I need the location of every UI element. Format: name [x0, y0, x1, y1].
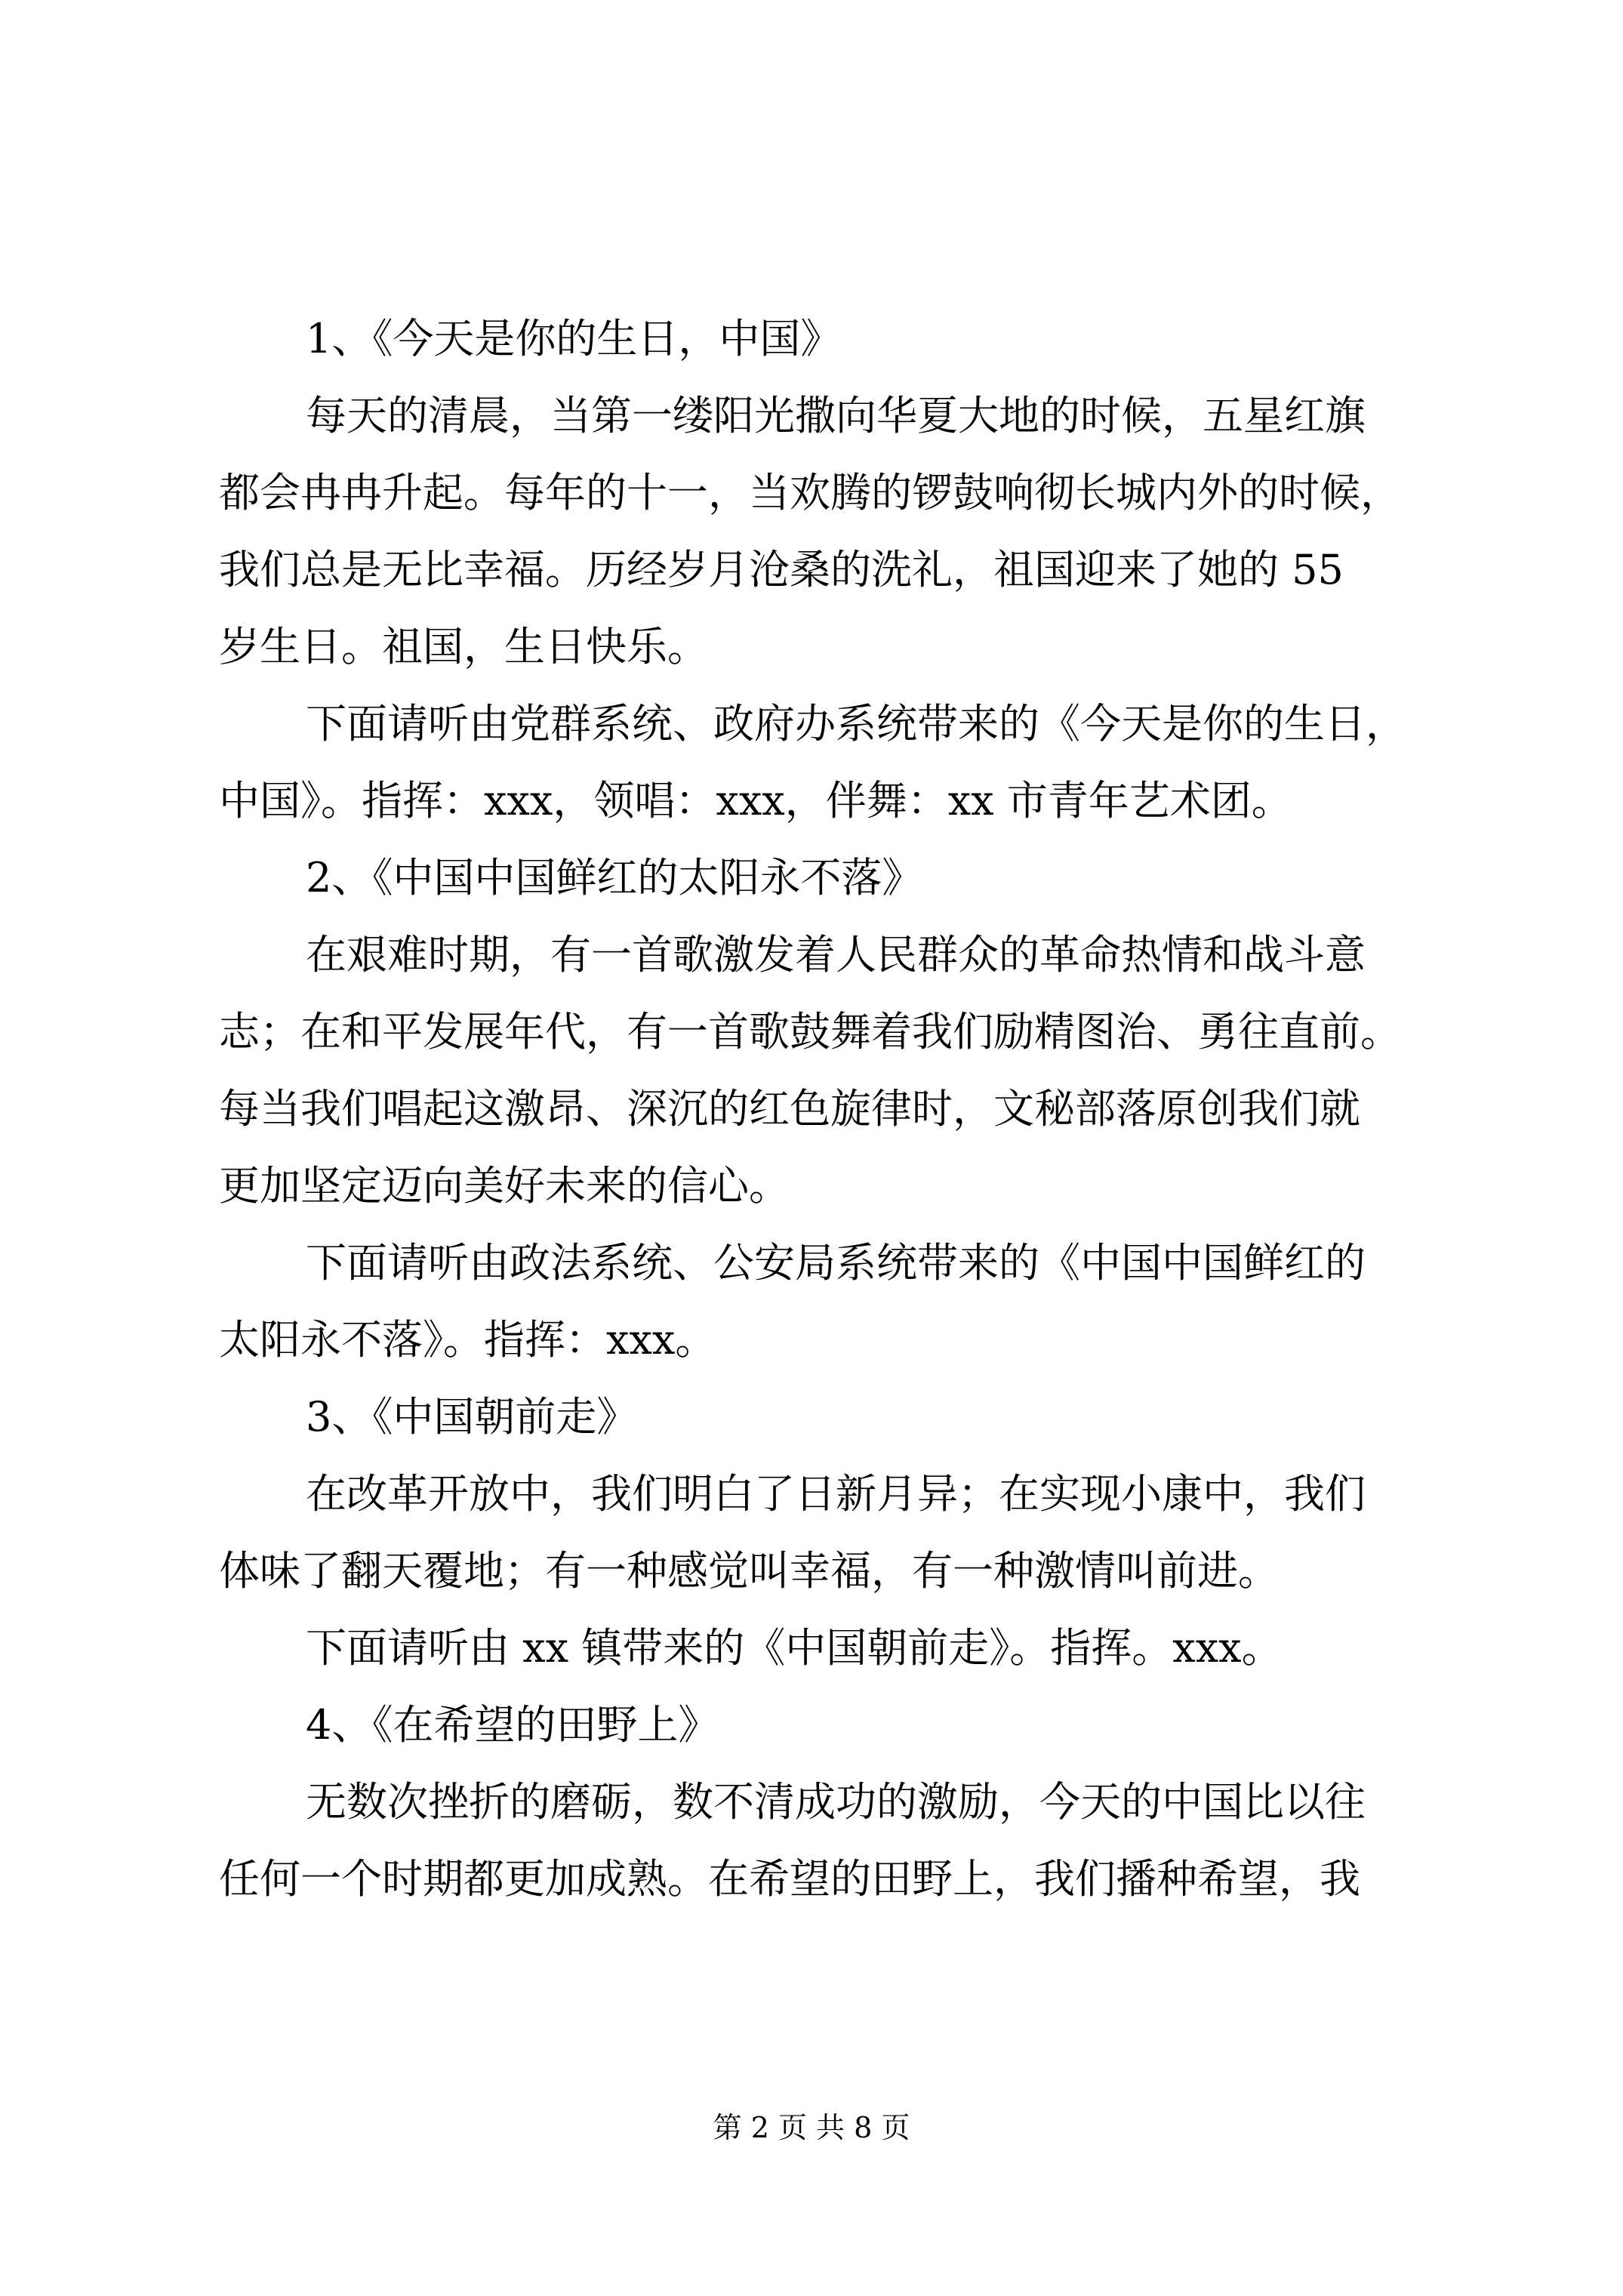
- paragraph-line: 每天的清晨，当第一缕阳光撒向华夏大地的时候，五星红旗: [306, 392, 1366, 439]
- paragraph-line: 在艰难时期，有一首歌激发着人民群众的革命热情和战斗意: [306, 931, 1366, 978]
- heading-song-1: 1、《今天是你的生日，中国》: [306, 315, 842, 362]
- heading-song-3: 3、《中国朝前走》: [306, 1393, 638, 1441]
- page-footer: 第 2 页 共 8 页: [713, 2111, 910, 2144]
- paragraph-line: 体味了翻天覆地；有一种感觉叫幸福，有一种激情叫前进。: [219, 1547, 1279, 1595]
- paragraph-line: 无数次挫折的磨砺，数不清成功的激励，今天的中国比以往: [306, 1778, 1366, 1826]
- paragraph-line: 下面请听由政法系统、公安局系统带来的《中国中国鲜红的: [306, 1239, 1366, 1287]
- paragraph-line: 任何一个时期都更加成熟。在希望的田野上，我们播种希望，我: [219, 1855, 1360, 1903]
- paragraph-line: 每当我们唱起这激昂、深沉的红色旋律时，文秘部落原创我们就: [219, 1085, 1360, 1133]
- paragraph-line: 岁生日。祖国，生日快乐。: [219, 623, 708, 670]
- paragraph-line: 下面请听由 xx 镇带来的《中国朝前走》。指挥。xxx。: [306, 1624, 1283, 1672]
- heading-song-4: 4、《在希望的田野上》: [306, 1701, 719, 1749]
- paragraph-line: 更加坚定迈向美好未来的信心。: [219, 1162, 790, 1210]
- paragraph-line: 太阳永不落》。指挥：xxx。: [219, 1316, 716, 1364]
- paragraph-line: 在改革开放中，我们明白了日新月异；在实现小康中，我们: [306, 1470, 1366, 1518]
- heading-song-2: 2、《中国中国鲜红的太阳永不落》: [306, 854, 923, 901]
- paragraph-line: 下面请听由党群系统、政府办系统带来的《今天是你的生日，: [306, 700, 1406, 747]
- paragraph-line: 我们总是无比幸福。历经岁月沧桑的洗礼，祖国迎来了她的 55: [219, 546, 1344, 593]
- paragraph-line: 中国》。指挥：xxx，领唱：xxx，伴舞：xx 市青年艺术团。: [219, 777, 1292, 824]
- paragraph-line: 志；在和平发展年代，有一首歌鼓舞着我们励精图治、勇往直前。: [219, 1008, 1401, 1056]
- paragraph-line: 都会冉冉升起。每年的十一，当欢腾的锣鼓响彻长城内外的时候，: [219, 469, 1401, 516]
